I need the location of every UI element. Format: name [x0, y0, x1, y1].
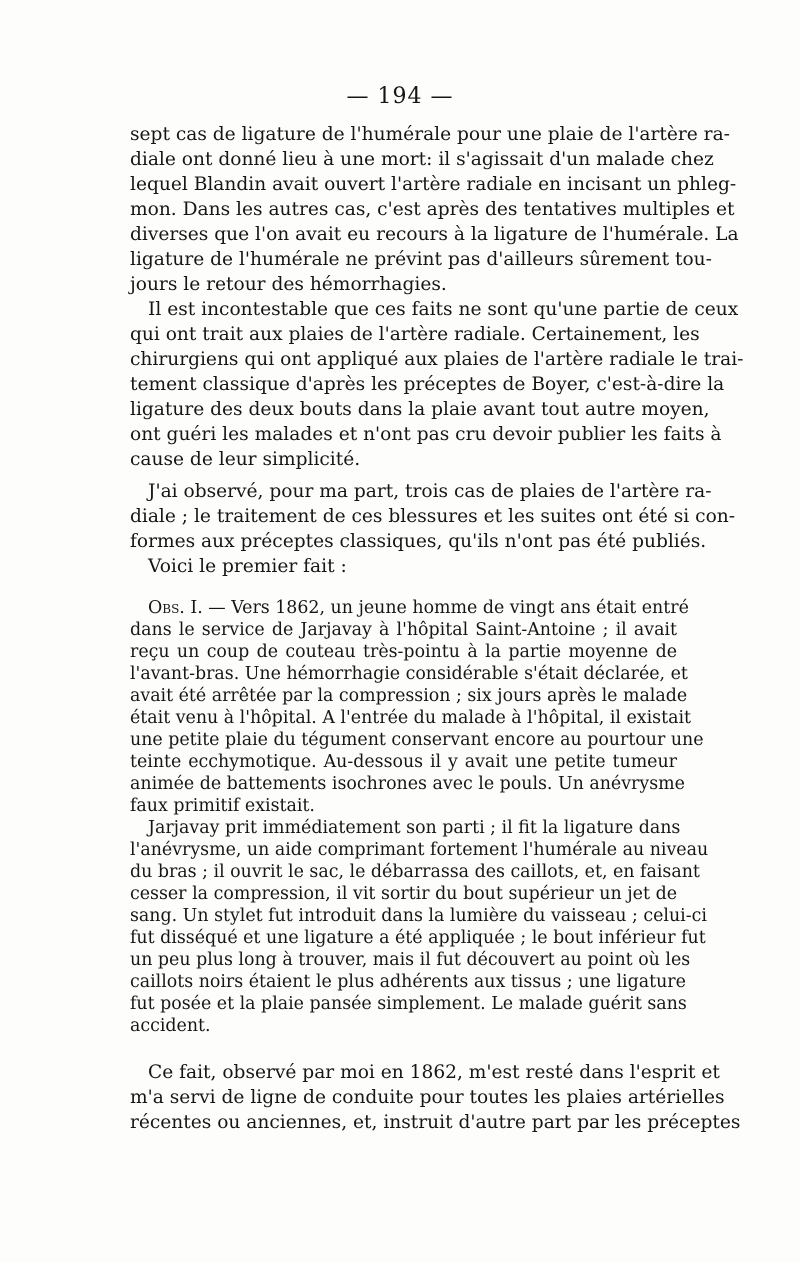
text-line: m'a servi de ligne de conduite pour toutes les plaies artérielles [130, 1087, 725, 1108]
text-line: teinte ecchymotique. Au-dessous il y avait une petite tumeur [130, 752, 677, 772]
text-line: ligature de l'humérale ne prévint pas d'ailleurs sûrement tou- [130, 249, 712, 270]
observation-text: — Vers 1862, un jeune homme de vingt ans était entré [202, 598, 689, 618]
text-line: cause de leur simplicité. [130, 449, 361, 470]
text-line: animée de battements isochrones avec le pouls. Un anévrysme [130, 774, 685, 794]
text-line: ont guéri les malades et n'ont pas cru devoir publier les faits à [130, 424, 722, 445]
text-line: qui ont trait aux plaies de l'artère radiale. Certainement, les [130, 324, 700, 345]
observation-first-line [148, 597, 689, 619]
page-number: — 194 — [346, 84, 454, 109]
text-line: diverses que l'on avait eu recours à la ligature de l'humérale. La [130, 224, 739, 245]
text-line: sang. Un stylet fut introduit dans la lumière du vaisseau ; celui-ci [130, 906, 707, 926]
text-line: dans le service de Jarjavay à l'hôpital Saint-Antoine ; il avait [130, 620, 677, 640]
text-line: J'ai observé, pour ma part, trois cas de plaies de l'artère ra- [148, 481, 712, 502]
text-line: formes aux préceptes classiques, qu'ils n'ont pas été publiés. [130, 531, 707, 552]
text-line: un peu plus long à trouver, mais il fut découvert au point où les [130, 950, 691, 970]
text-line: diale ; le traitement de ces blessures et les suites ont été si con- [130, 506, 736, 527]
text-line: chirurgiens qui ont appliqué aux plaies de l'artère radiale le trai- [130, 349, 744, 370]
text-line: fut posée et la plaie pansée simplement. Le malade guérit sans [130, 994, 687, 1014]
text-line: accident. [130, 1016, 211, 1036]
text-line: diale ont donné lieu à une mort: il s'agissait d'un malade chez [130, 149, 714, 170]
text-line: tement classique d'après les préceptes de Boyer, c'est-à-dire la [130, 374, 725, 395]
text-line: Ce fait, observé par moi en 1862, m'est resté dans l'esprit et [148, 1062, 720, 1083]
text-line: une petite plaie du tégument conservant encore au pourtour une [130, 730, 704, 750]
text-line: récentes ou anciennes, et, instruit d'autre part par les préceptes [130, 1112, 741, 1133]
text-line: cesser la compression, il vit sortir du bout supérieur un jet de [130, 884, 677, 904]
text-line: faux primitif existait. [130, 796, 315, 816]
text-line: l'anévrysme, un aide comprimant fortement l'humérale au niveau [130, 840, 709, 860]
text-line: sept cas de ligature de l'humérale pour une plaie de l'artère ra- [130, 124, 730, 145]
text-line: fut disséqué et une ligature a été appliquée ; le bout inférieur fut [130, 928, 706, 948]
text-line: Jarjavay prit immédiatement son parti ; il fit la ligature dans [148, 818, 681, 838]
text-line: était venu à l'hôpital. A l'entrée du malade à l'hôpital, il existait [130, 708, 692, 728]
text-line: Il est incontestable que ces faits ne sont qu'une partie de ceux [148, 299, 739, 320]
text-line: jours le retour des hémorrhagies. [130, 274, 447, 295]
text-line: du bras ; il ouvrit le sac, le débarrassa des caillots, et, en faisant [130, 862, 700, 882]
text-line: caillots noirs étaient le plus adhérents aux tissus ; une ligature [130, 972, 686, 992]
observation-label: Obs. I. [148, 598, 203, 618]
text-line: avait été arrêtée par la compression ; six jours après le malade [130, 686, 688, 706]
text-line: Voici le premier fait : [148, 556, 347, 577]
text-line: mon. Dans les autres cas, c'est après des tentatives multiples et [130, 199, 735, 220]
text-line: lequel Blandin avait ouvert l'artère radiale en incisant un phleg- [130, 174, 737, 195]
text-line: ligature des deux bouts dans la plaie avant tout autre moyen, [130, 399, 710, 420]
text-line: reçu un coup de couteau très-pointu à la partie moyenne de [130, 642, 677, 662]
text-line: l'avant-bras. Une hémorrhagie considérable s'était déclarée, et [130, 664, 688, 684]
